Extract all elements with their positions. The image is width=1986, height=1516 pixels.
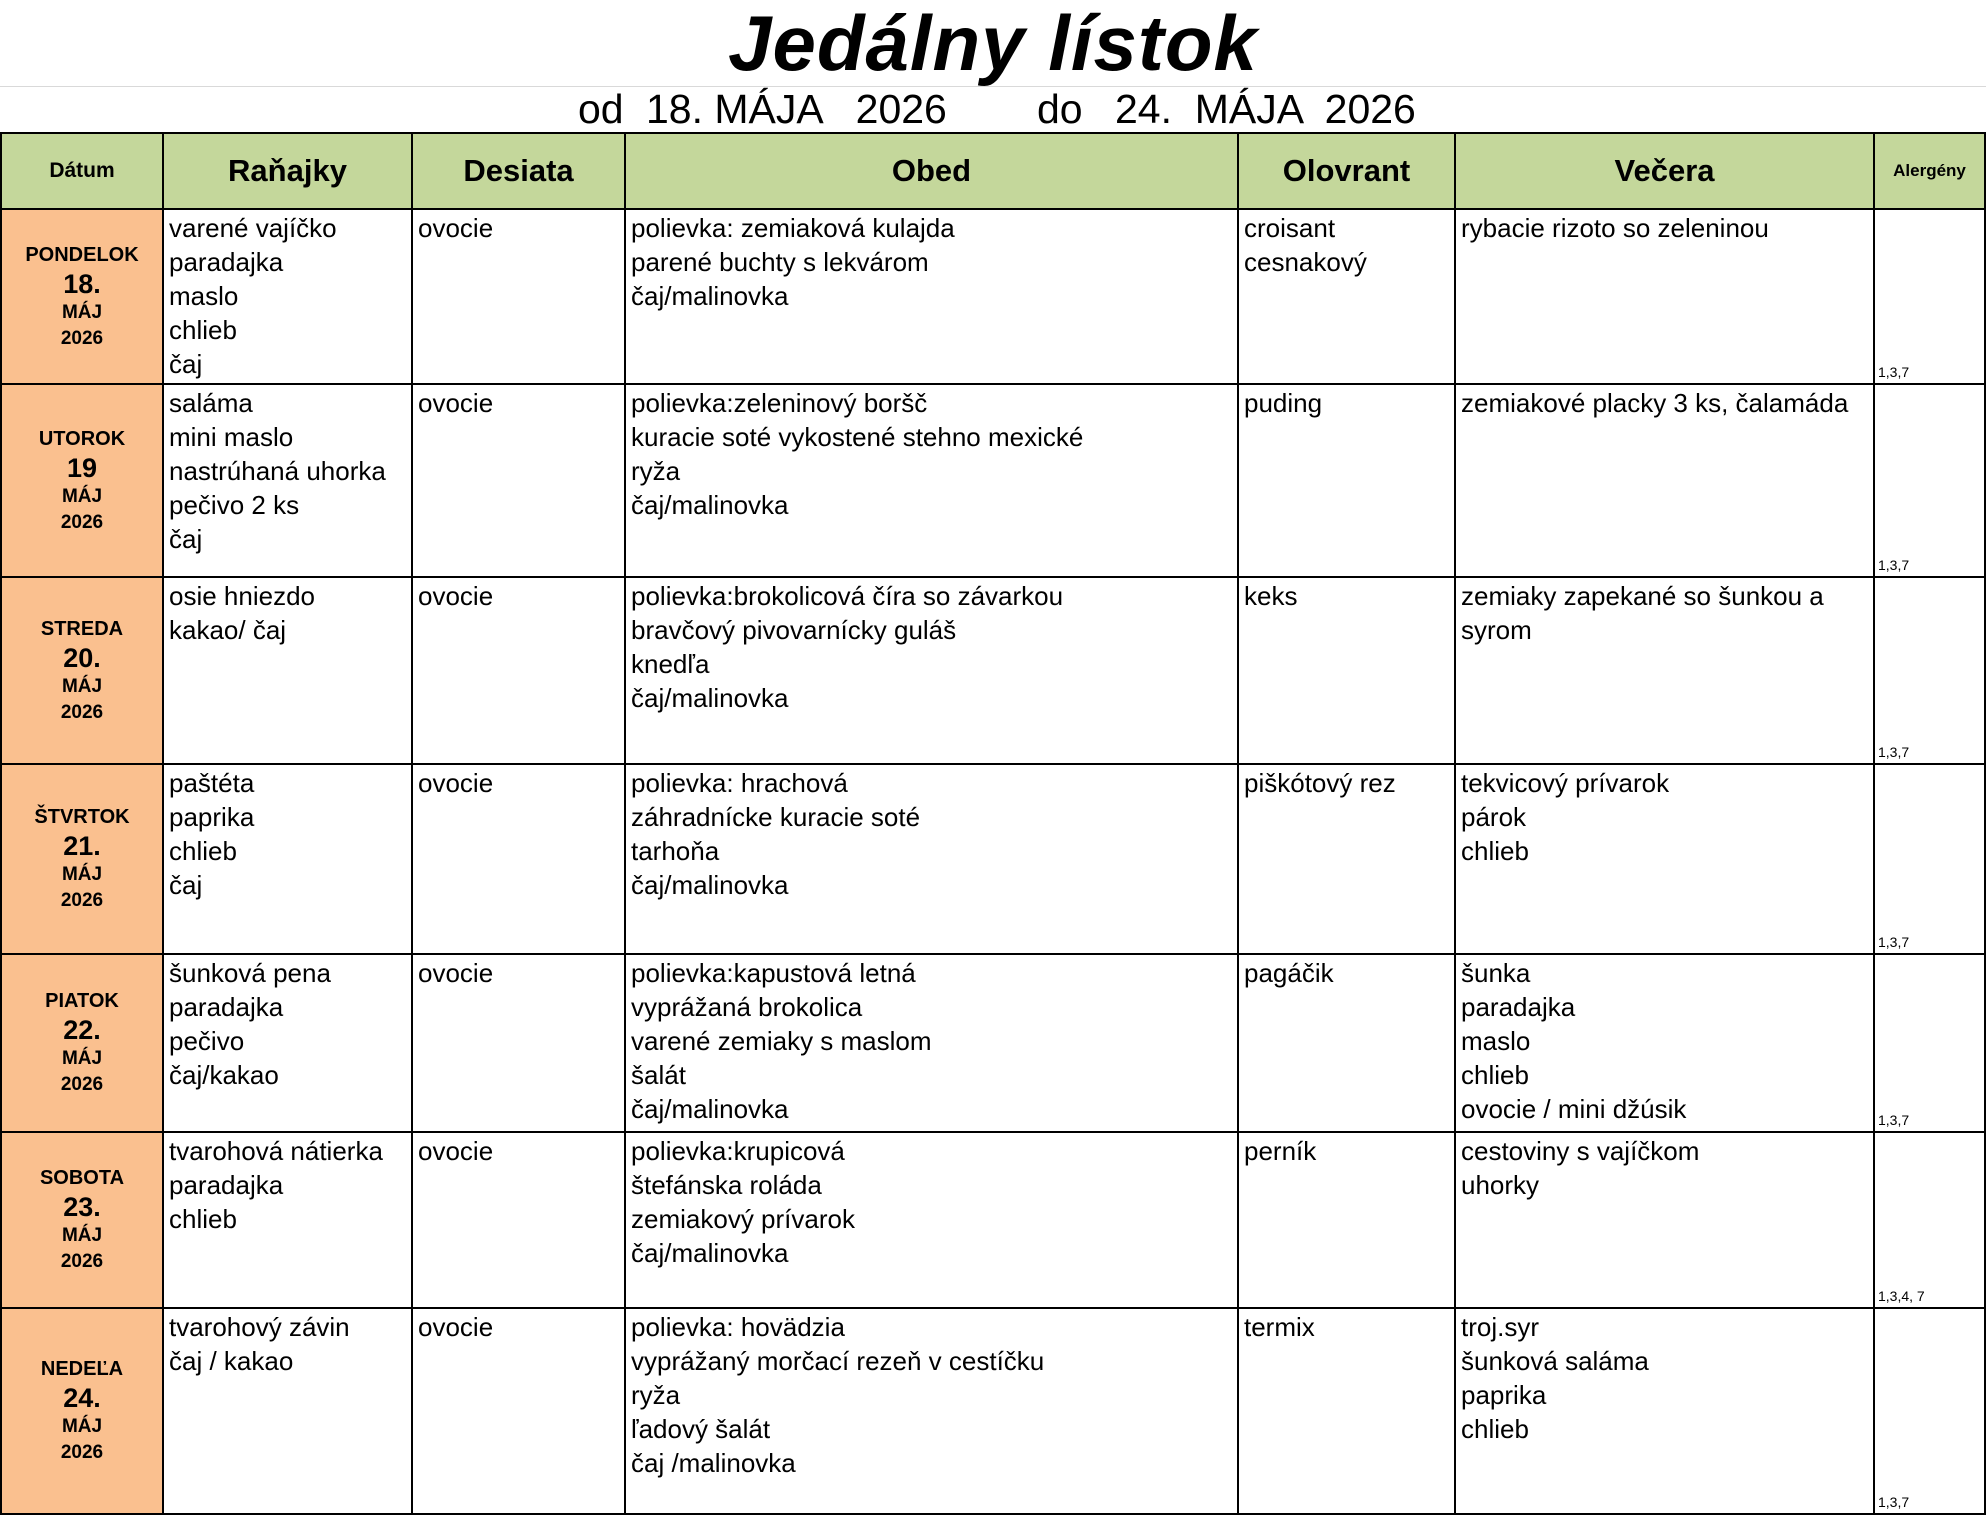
obed-item: tarhoňa [631,836,720,866]
menu-table [0,132,1986,1515]
obed-item: vyprážaný morčací rezeň v cestíčku [631,1346,1045,1376]
olovrant-cell [1238,1308,1455,1514]
date-cell [1,1132,163,1308]
vecera-item: párok [1461,802,1527,832]
obed-cell [625,764,1238,954]
obed-item: polievka: hrachová [631,768,848,798]
obed-item: polievka:zeleninový boršč [631,388,928,418]
ranajky-item: osie hniezdo [169,581,315,611]
vecera-item: paprika [1461,1380,1547,1410]
year: 2026 [60,701,104,723]
ranajky-item: saláma [169,388,253,418]
desiata-item: ovocie [418,958,494,988]
day-name: ŠTVRTOK [34,806,130,828]
obed-item: polievka: zemiaková kulajda [631,213,955,243]
vecera-item: chlieb [1461,1414,1529,1444]
desiata-item: ovocie [418,1312,494,1342]
desiata-cell [412,209,625,384]
allergens-cell [1874,1308,1985,1514]
obed-cell [625,209,1238,384]
menu-row [1,384,1985,577]
vecera-item: zemiaky zapekané so šunkou a [1461,581,1824,611]
vecera-item: zemiakové placky 3 ks, čalamáda [1461,388,1849,418]
vecera-item: troj.syr [1461,1312,1539,1342]
obed-item: ľadový šalát [631,1414,771,1444]
obed-item: polievka: hovädzia [631,1312,845,1342]
obed-item: čaj/malinovka [631,1094,789,1124]
ranajky-cell [163,764,412,954]
vecera-item: cestoviny s vajíčkom [1461,1136,1700,1166]
obed-item: knedľa [631,649,710,679]
olovrant-item: piškótový rez [1244,768,1396,798]
day-number: 21. [63,831,101,861]
to-label: do [1037,86,1083,132]
ranajky-item: tvarohový závin [169,1312,350,1342]
allergens-cell [1874,954,1985,1132]
ranajky-cell [163,209,412,384]
vecera-item: chlieb [1461,1060,1529,1090]
obed-item: polievka:kapustová letná [631,958,916,988]
year: 2026 [60,1251,104,1272]
year: 2026 [60,327,104,349]
from-date: 18. MÁJA 2026 [646,86,947,132]
olovrant-item: perník [1244,1136,1317,1166]
olovrant-cell [1238,577,1455,764]
day-number: 24. [63,1383,101,1413]
to-date: 24. MÁJA 2026 [1115,86,1416,132]
obed-item: záhradnícke kuracie soté [631,802,921,832]
vecera-cell [1455,764,1874,954]
olovrant-cell [1238,1132,1455,1308]
obed-cell [625,1132,1238,1308]
ranajky-item: chlieb [169,315,237,345]
ranajky-item: maslo [169,281,239,311]
year: 2026 [60,511,104,533]
menu-row [1,209,1985,384]
ranajky-cell [163,1308,412,1514]
obed-item: čaj/malinovka [631,1238,789,1268]
header-obed: Obed [625,133,1238,209]
ranajky-item: varené vajíčko [169,213,337,243]
month-name: MÁJ [61,301,103,323]
ranajky-item: kakao/ čaj [169,615,287,645]
ranajky-item: paradajka [169,992,284,1022]
ranajky-item: čaj [169,870,203,900]
olovrant-cell [1238,954,1455,1132]
obed-item: varené zemiaky s maslom [631,1026,932,1056]
desiata-item: ovocie [418,213,494,243]
olovrant-item: keks [1244,581,1298,611]
day-number: 19 [66,452,98,483]
date-cell [1,209,163,384]
obed-item: ryža [631,456,681,486]
menu-row [1,577,1985,764]
olovrant-item: puding [1244,388,1323,418]
date-cell [1,577,163,764]
desiata-cell [412,1308,625,1514]
allergens-value: 1,3,7 [1878,557,1910,573]
year: 2026 [60,1442,104,1463]
obed-item: ryža [631,1380,681,1410]
vecera-item: chlieb [1461,836,1529,866]
month-name: MÁJ [61,1048,103,1069]
month-name: MÁJ [61,1416,103,1437]
day-name: PONDELOK [25,243,139,266]
vecera-item: maslo [1461,1026,1531,1056]
menu-row [1,954,1985,1132]
obed-item: čaj/malinovka [631,490,789,520]
olovrant-item: termix [1244,1312,1315,1342]
allergens-value: 1,3,4, 7 [1878,1288,1925,1304]
ranajky-item: chlieb [169,836,237,866]
ranajky-item: chlieb [169,1204,237,1234]
obed-item: čaj /malinovka [631,1448,796,1478]
olovrant-cell [1238,209,1455,384]
vecera-cell [1455,1132,1874,1308]
date-cell [1,764,163,954]
ranajky-item: paprika [169,802,255,832]
menu-row [1,1132,1985,1308]
olovrant-item: croisant [1244,213,1336,243]
allergens-value: 1,3,7 [1878,744,1910,760]
date-cell [1,954,163,1132]
ranajky-item: šunková pena [169,958,331,988]
obed-item: čaj/malinovka [631,683,789,713]
vecera-item: šunka [1461,958,1531,988]
date-range [0,86,1986,132]
ranajky-item: nastrúhaná uhorka [169,456,386,486]
ranajky-item: čaj [169,524,203,554]
day-number: 20. [63,642,101,673]
year: 2026 [60,890,104,911]
desiata-cell [412,954,625,1132]
olovrant-cell [1238,384,1455,577]
ranajky-item: mini maslo [169,422,294,452]
header-datum: Dátum [1,133,163,209]
month-name: MÁJ [61,1225,103,1246]
allergens-cell [1874,577,1985,764]
date-cell [1,384,163,577]
olovrant-cell [1238,764,1455,954]
day-name: STREDA [40,617,124,640]
obed-cell [625,577,1238,764]
allergens-cell [1874,209,1985,384]
obed-item: kuracie soté vykostené stehno mexické [631,422,1084,452]
vecera-item: uhorky [1461,1170,1540,1200]
obed-item: polievka:brokolicová číra so závarkou [631,581,1064,611]
allergens-cell [1874,384,1985,577]
obed-cell [625,954,1238,1132]
obed-item: polievka:krupicová [631,1136,845,1166]
olovrant-item: cesnakový [1244,247,1367,277]
vecera-cell [1455,1308,1874,1514]
vecera-cell [1455,384,1874,577]
header-vecera: Večera [1455,133,1874,209]
ranajky-cell [163,954,412,1132]
obed-item: parené buchty s lekvárom [631,247,929,277]
header-desiata: Desiata [412,133,625,209]
day-name: UTOROK [38,427,126,450]
day-name: NEDEĽA [40,1358,124,1380]
vecera-item: ovocie / mini džúsik [1461,1094,1687,1124]
ranajky-item: pečivo 2 ks [169,490,300,520]
page-title: Jedálny lístok [728,0,1258,87]
menu-row [1,764,1985,954]
ranajky-cell [163,1132,412,1308]
ranajky-item: paštéta [169,768,255,798]
ranajky-item: paradajka [169,247,284,277]
obed-item: zemiakový prívarok [631,1204,855,1234]
desiata-item: ovocie [418,388,494,418]
obed-item: vyprážaná brokolica [631,992,863,1022]
ranajky-cell [163,577,412,764]
ranajky-item: tvarohová nátierka [169,1136,383,1166]
olovrant-item: pagáčik [1244,958,1334,988]
obed-cell [625,1308,1238,1514]
ranajky-item: pečivo [169,1026,245,1056]
desiata-cell [412,764,625,954]
vecera-item: rybacie rizoto so zeleninou [1461,213,1769,243]
ranajky-item: čaj [169,349,203,379]
desiata-cell [412,384,625,577]
day-number: 23. [63,1192,101,1222]
obed-item: štefánska roláda [631,1170,822,1200]
allergens-value: 1,3,7 [1878,1494,1910,1510]
vecera-item: tekvicový prívarok [1461,768,1670,798]
allergens-value: 1,3,7 [1878,1112,1910,1128]
obed-cell [625,384,1238,577]
header-olovrant: Olovrant [1238,133,1455,209]
title-band [0,0,1986,87]
day-name: PIATOK [45,990,119,1012]
month-name: MÁJ [61,485,103,507]
month-name: MÁJ [61,675,103,697]
year: 2026 [60,1074,104,1095]
ranajky-item: paradajka [169,1170,284,1200]
header-ranajky: Raňajky [163,133,412,209]
allergens-cell [1874,764,1985,954]
obed-item: šalát [631,1060,686,1090]
vecera-cell [1455,209,1874,384]
ranajky-item: čaj / kakao [169,1346,294,1376]
obed-item: bravčový pivovarnícky guláš [631,615,957,645]
vecera-cell [1455,954,1874,1132]
vecera-item: paradajka [1461,992,1576,1022]
vecera-item: šunková saláma [1461,1346,1649,1376]
day-number: 18. [63,268,101,299]
header-row [1,133,1985,209]
day-number: 22. [63,1015,101,1045]
desiata-item: ovocie [418,581,494,611]
ranajky-cell [163,384,412,577]
allergens-cell [1874,1132,1985,1308]
vecera-item: syrom [1461,615,1532,645]
allergens-value: 1,3,7 [1878,364,1910,380]
desiata-cell [412,1132,625,1308]
ranajky-item: čaj/kakao [169,1060,279,1090]
header-alergeny: Alergény [1874,133,1985,209]
menu-row [1,1308,1985,1514]
obed-item: čaj/malinovka [631,870,789,900]
vecera-cell [1455,577,1874,764]
date-cell [1,1308,163,1514]
month-name: MÁJ [61,864,103,885]
day-name: SOBOTA [39,1167,125,1189]
obed-item: čaj/malinovka [631,281,789,311]
from-label: od [578,86,624,132]
desiata-item: ovocie [418,1136,494,1166]
desiata-cell [412,577,625,764]
desiata-item: ovocie [418,768,494,798]
allergens-value: 1,3,7 [1878,934,1910,950]
